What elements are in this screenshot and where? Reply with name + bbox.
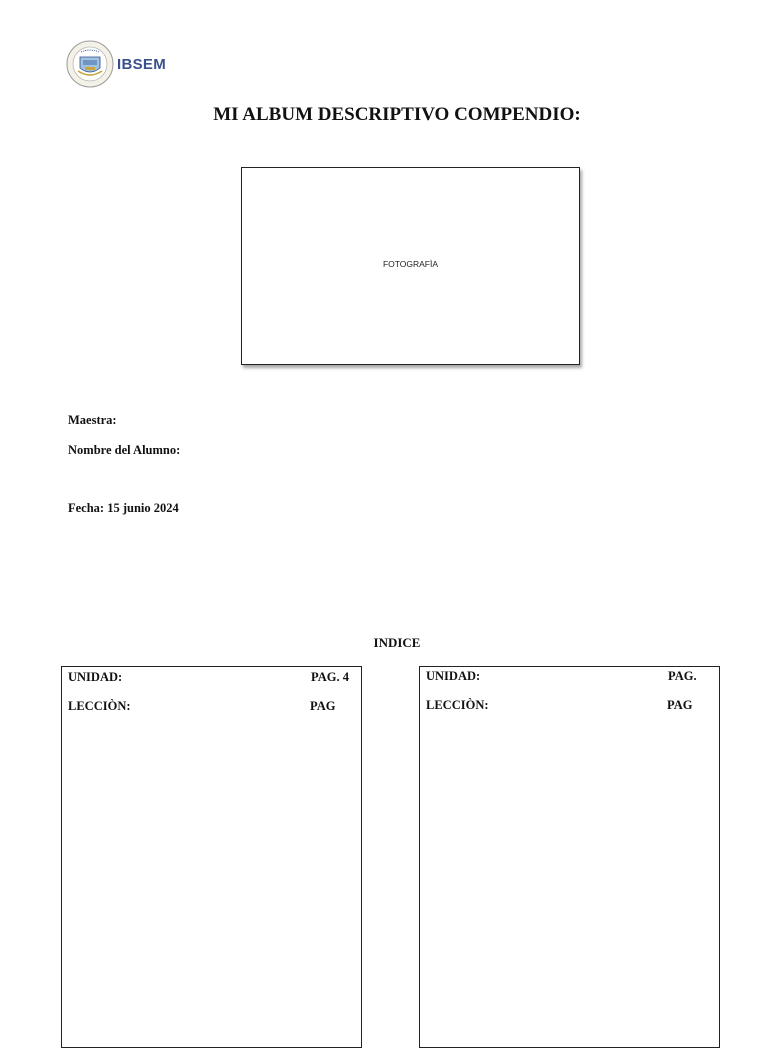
index-box-right xyxy=(419,666,720,1048)
date-field: Fecha: 15 junio 2024 xyxy=(68,501,179,515)
photo-placeholder-box xyxy=(241,167,580,365)
lesson-page: PAG xyxy=(667,698,693,712)
lesson-label: LECCIÒN: xyxy=(68,699,131,713)
logo-text: IBSEM xyxy=(117,55,167,73)
photo-placeholder-label: FOTOGRAFÌA xyxy=(382,259,439,269)
school-seal-icon xyxy=(66,40,114,88)
page-title: MI ALBUM DESCRIPTIVO COMPENDIO: xyxy=(213,104,581,125)
teacher-field: Maestra: xyxy=(68,413,117,427)
index-box-left xyxy=(61,666,362,1048)
unit-label: UNIDAD: xyxy=(68,670,123,684)
lesson-page: PAG xyxy=(310,699,336,713)
unit-page: PAG. xyxy=(668,669,697,683)
student-name-field: Nombre del Alumno: xyxy=(68,443,181,457)
school-logo xyxy=(66,40,166,88)
unit-label: UNIDAD: xyxy=(426,669,481,683)
index-heading: INDICE xyxy=(373,635,421,650)
unit-page: PAG. 4 xyxy=(311,670,349,684)
lesson-label: LECCIÒN: xyxy=(426,698,489,712)
